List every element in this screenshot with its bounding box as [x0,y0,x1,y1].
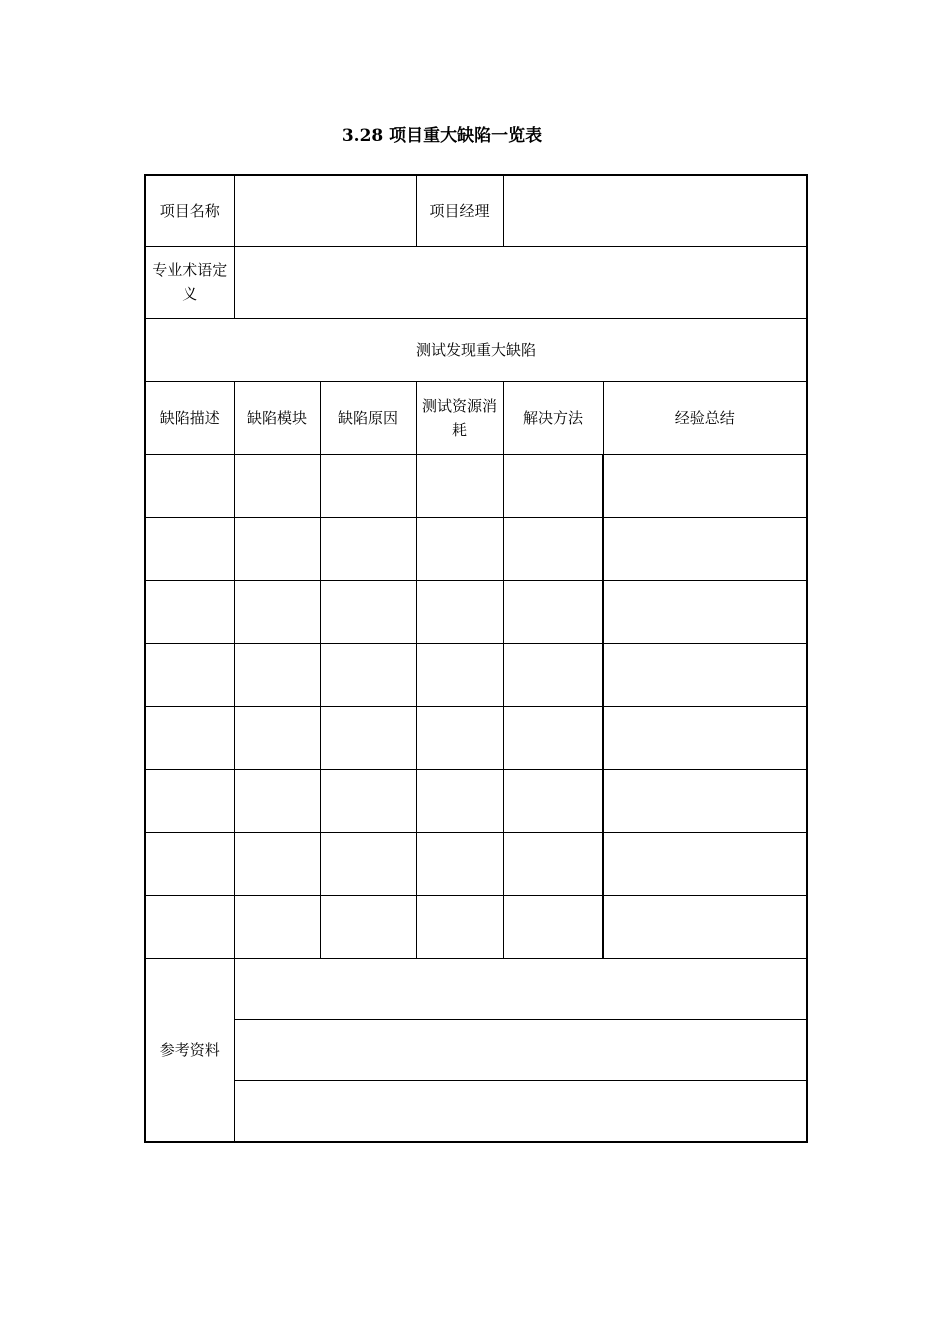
section-title-row [145,318,807,381]
table-cell[interactable] [416,706,503,769]
project-name-label: 项目名称 [145,175,234,246]
table-cell[interactable] [320,517,416,580]
table-cell[interactable] [145,643,234,706]
table-cell[interactable] [234,706,320,769]
table-cell[interactable] [234,643,320,706]
section-title: 测试发现重大缺陷 [145,318,807,381]
table-row [145,643,807,706]
project-manager-field[interactable] [503,175,807,246]
column-header: 缺陷原因 [320,381,416,454]
table-row [145,580,807,643]
column-header: 缺陷描述 [145,381,234,454]
table-cell[interactable] [234,769,320,832]
table-cell[interactable] [234,895,320,958]
column-header: 缺陷模块 [234,381,320,454]
table-cell[interactable] [320,769,416,832]
table-cell[interactable] [145,706,234,769]
project-name-field[interactable] [234,175,416,246]
table-cell[interactable] [416,769,503,832]
page-title: 3.28 项目重大缺陷一览表 [341,126,543,146]
table-cell[interactable] [145,580,234,643]
column-header-row [145,381,807,454]
column-header: 解决方法 [503,381,603,454]
table-cell[interactable] [503,454,603,517]
table-cell[interactable] [503,706,603,769]
table-cell[interactable] [320,832,416,895]
table-row [145,454,807,517]
table-row [145,706,807,769]
table-cell[interactable] [145,454,234,517]
table-cell[interactable] [320,706,416,769]
table-cell[interactable] [145,769,234,832]
table-cell[interactable] [503,769,603,832]
column-header: 测试资源消耗 [416,381,503,454]
table-cell[interactable] [145,895,234,958]
table-cell[interactable] [320,454,416,517]
table-row [145,769,807,832]
table-cell[interactable] [603,517,807,580]
table-cell[interactable] [603,580,807,643]
references-field[interactable] [234,1080,807,1142]
references-row [145,1019,807,1080]
references-field[interactable] [234,1019,807,1080]
project-manager-label: 项目经理 [416,175,503,246]
table-cell[interactable] [320,580,416,643]
references-row [145,958,807,1019]
terms-label: 专业术语定义 [145,246,234,318]
table-cell[interactable] [603,769,807,832]
table-row [145,832,807,895]
table-cell[interactable] [234,832,320,895]
table-cell[interactable] [145,517,234,580]
table-cell[interactable] [503,643,603,706]
table-cell[interactable] [320,895,416,958]
table-cell[interactable] [416,895,503,958]
defect-list-form [144,174,808,1143]
terms-field[interactable] [234,246,807,318]
project-info-row [145,175,807,246]
table-cell[interactable] [234,580,320,643]
table-cell[interactable] [603,643,807,706]
references-field[interactable] [234,958,807,1019]
references-label: 参考资料 [145,958,234,1142]
table-cell[interactable] [416,832,503,895]
column-header: 经验总结 [603,381,807,454]
table-cell[interactable] [503,895,603,958]
table-cell[interactable] [503,517,603,580]
table-cell[interactable] [234,517,320,580]
table-cell[interactable] [603,895,807,958]
table-cell[interactable] [234,454,320,517]
references-row [145,1080,807,1142]
table-row [145,895,807,958]
table-cell[interactable] [145,832,234,895]
table-cell[interactable] [320,643,416,706]
table-row [145,517,807,580]
table-cell[interactable] [503,580,603,643]
terms-row [145,246,807,318]
table-cell[interactable] [416,517,503,580]
table-cell[interactable] [603,832,807,895]
table-cell[interactable] [416,643,503,706]
table-cell[interactable] [416,580,503,643]
table-cell[interactable] [603,706,807,769]
table-cell[interactable] [503,832,603,895]
table-cell[interactable] [603,454,807,517]
table-cell[interactable] [416,454,503,517]
